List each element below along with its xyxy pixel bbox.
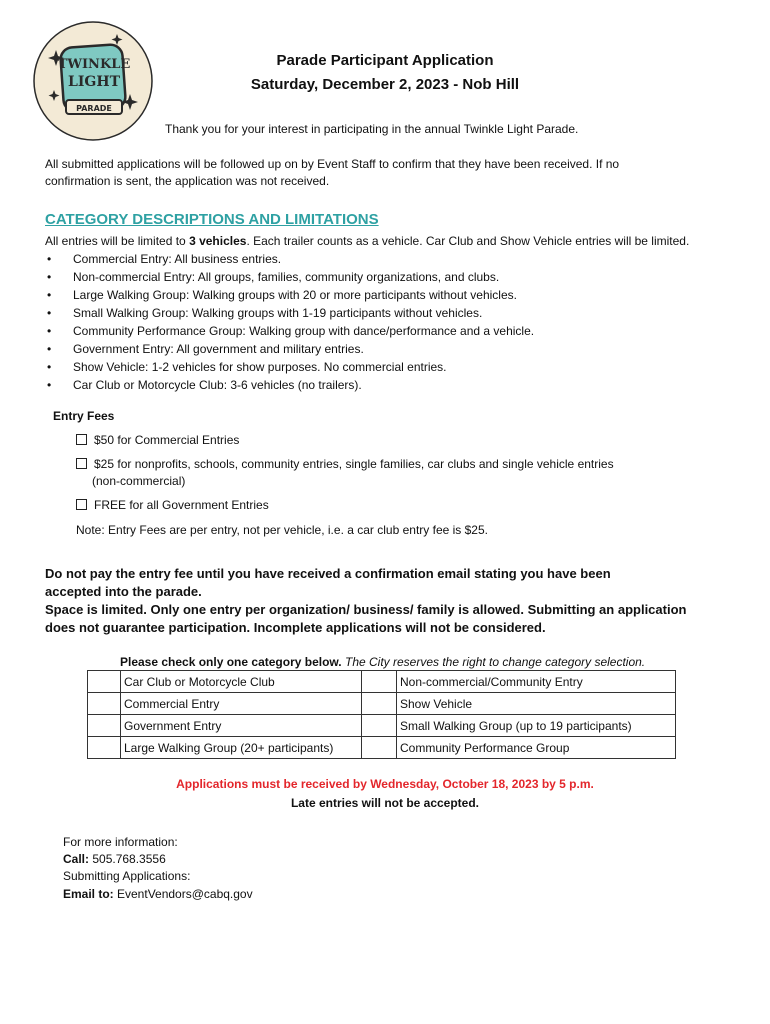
- list-item: • Government Entry: All government and military entries.: [47, 342, 364, 356]
- category-community-performance: Community Performance Group: [397, 737, 676, 759]
- category-small-walking: Small Walking Group (up to 19 participants): [397, 715, 676, 737]
- table-row: [88, 737, 676, 759]
- checkbox-cell-commercial[interactable]: [88, 693, 121, 715]
- fee-government-checkbox[interactable]: [76, 499, 87, 510]
- checkbox-cell-community-performance[interactable]: [362, 737, 397, 759]
- fee-nonprofit-option[interactable]: $25 for nonprofits, schools, community entries, single families, car clubs and single vehicle entries: [76, 455, 614, 473]
- fee-government-option[interactable]: FREE for all Government Entries: [76, 496, 269, 514]
- fee-commercial-checkbox[interactable]: [76, 434, 87, 445]
- more-info-label: For more information:: [63, 835, 178, 849]
- list-item: • Non-commercial Entry: All groups, families, community organizations, and clubs.: [47, 270, 500, 284]
- fee-commercial-option[interactable]: $50 for Commercial Entries: [76, 431, 239, 449]
- late-entries-notice: Late entries will not be accepted.: [290, 796, 480, 810]
- category-large-walking: Large Walking Group (20+ participants): [121, 737, 362, 759]
- page-title: Parade Participant Application: [276, 52, 494, 69]
- fee-nonprofit-checkbox[interactable]: [76, 458, 87, 469]
- warning-line4: does not guarantee participation. Incomplete applications will not be considered.: [45, 620, 546, 635]
- list-item: • Community Performance Group: Walking group with dance/performance and a vehicle.: [47, 324, 535, 338]
- checkbox-cell-car-club[interactable]: [88, 671, 121, 693]
- checkbox-cell-government[interactable]: [88, 715, 121, 737]
- table-row: [88, 693, 676, 715]
- vehicle-limit-text: All entries will be limited to 3 vehicles. Each trailer counts as a vehicle. Car Club and Show Vehicle entries will be limited.: [45, 234, 690, 248]
- deadline-notice: Applications must be received by Wednesday, October 18, 2023 by 5 p.m.: [176, 777, 594, 791]
- entry-fees-heading: Entry Fees: [53, 409, 115, 423]
- checkbox-cell-large-walking[interactable]: [88, 737, 121, 759]
- category-government: Government Entry: [121, 715, 362, 737]
- svg-text:PARADE: PARADE: [76, 104, 112, 113]
- category-car-club: Car Club or Motorcycle Club: [121, 671, 362, 693]
- fee-nonprofit-line2: (non-commercial): [92, 474, 186, 488]
- list-item: • Commercial Entry: All business entries.: [47, 252, 282, 266]
- category-non-commercial: Non-commercial/Community Entry: [397, 671, 676, 693]
- checkbox-cell-non-commercial[interactable]: [362, 671, 397, 693]
- warning-line2: accepted into the parade.: [45, 584, 202, 599]
- checkbox-cell-small-walking[interactable]: [362, 715, 397, 737]
- email-link[interactable]: EventVendors@cabq.gov: [113, 887, 253, 901]
- category-selection-table: [87, 670, 676, 759]
- list-item: • Car Club or Motorcycle Club: 3-6 vehicles (no trailers).: [47, 378, 362, 392]
- submitting-label: Submitting Applications:: [63, 869, 191, 883]
- email-contact[interactable]: Email to: EventVendors@cabq.gov: [63, 887, 253, 901]
- intro-thanks: Thank you for your interest in participating in the annual Twinkle Light Parade.: [165, 122, 579, 136]
- category-list: [45, 250, 745, 394]
- table-row: [88, 715, 676, 737]
- list-item: • Show Vehicle: 1-2 vehicles for show purposes. No commercial entries.: [47, 360, 447, 374]
- svg-text:TWINKLE: TWINKLE: [57, 57, 131, 72]
- intro-followup-line1: All submitted applications will be followed up on by Event Staff to confirm that they have been received. If no: [45, 157, 620, 171]
- list-item: • Large Walking Group: Walking groups with 20 or more participants without vehicles.: [47, 288, 517, 302]
- selection-instruction: Please check only one category below. The City reserves the right to change category selection.: [120, 655, 646, 669]
- fee-note: Note: Entry Fees are per entry, not per vehicle, i.e. a car club entry fee is $25.: [76, 523, 488, 537]
- category-show-vehicle: Show Vehicle: [397, 693, 676, 715]
- category-heading: CATEGORY DESCRIPTIONS AND LIMITATIONS: [45, 211, 379, 228]
- phone-contact: Call: 505.768.3556: [63, 852, 166, 866]
- page-subtitle: Saturday, December 2, 2023 - Nob Hill: [250, 76, 520, 93]
- svg-text:LIGHT: LIGHT: [68, 74, 120, 90]
- list-item: • Small Walking Group: Walking groups with 1-19 participants without vehicles.: [47, 306, 483, 320]
- warning-line1: Do not pay the entry fee until you have received a confirmation email stating you have been: [45, 566, 611, 581]
- category-commercial: Commercial Entry: [121, 693, 362, 715]
- warning-line3: Space is limited. Only one entry per organization/ business/ family is allowed. Submitting an application: [45, 602, 687, 617]
- checkbox-cell-show-vehicle[interactable]: [362, 693, 397, 715]
- table-row: [88, 671, 676, 693]
- intro-followup-line2: confirmation is sent, the application was not received.: [45, 174, 330, 188]
